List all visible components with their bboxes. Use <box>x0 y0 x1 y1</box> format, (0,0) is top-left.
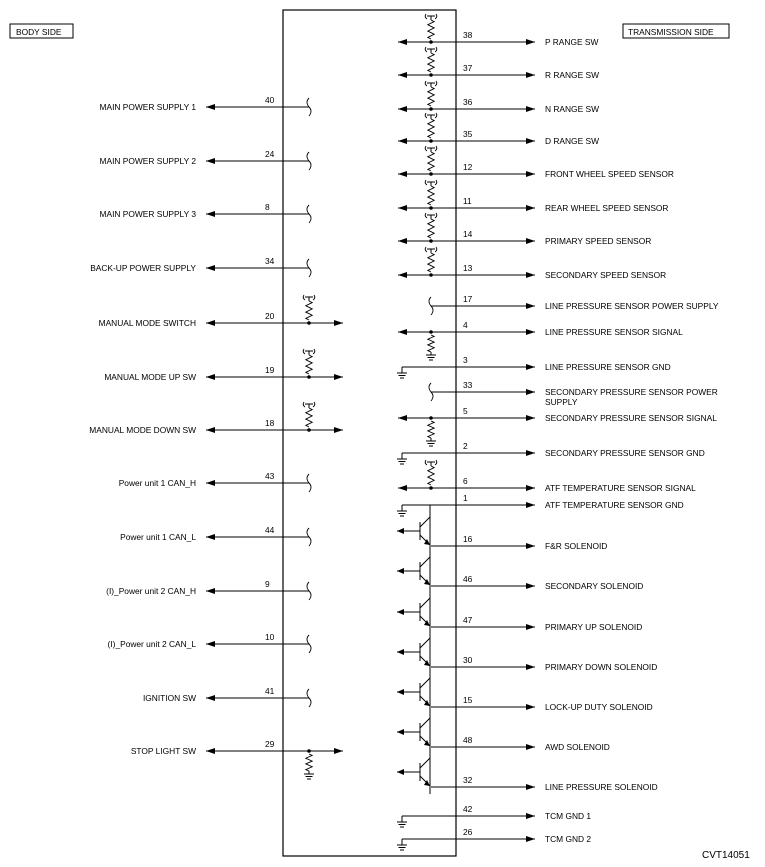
right-signal-2 <box>397 441 705 464</box>
pin-number: 38 <box>463 30 473 40</box>
arrowhead <box>398 138 407 144</box>
right-signal-13 <box>398 247 666 280</box>
resistor <box>428 53 434 72</box>
body-side-label: BODY SIDE <box>16 27 62 37</box>
pin-number: 10 <box>265 632 275 642</box>
left-signal-34 <box>90 256 311 277</box>
resistor <box>428 421 434 438</box>
arrowhead <box>526 664 535 670</box>
junction-dot <box>429 73 433 77</box>
left-signal-40 <box>100 95 312 116</box>
resistor <box>428 186 434 205</box>
resistor <box>306 301 312 320</box>
arrowhead <box>206 480 215 486</box>
arrowhead <box>398 106 407 112</box>
arrowhead <box>397 729 404 735</box>
junction-dot <box>429 172 433 176</box>
arrowhead <box>334 374 343 380</box>
junction-dot <box>307 749 311 753</box>
right-signal-label: PRIMARY UP SOLENOID <box>545 622 643 632</box>
arrowhead <box>397 568 404 574</box>
resistor <box>306 754 312 771</box>
left-signal-29 <box>131 739 343 779</box>
junction-dot <box>429 486 433 490</box>
right-signal-label: LINE PRESSURE SENSOR POWER SUPPLY <box>545 301 719 311</box>
arrowhead <box>526 502 535 508</box>
arrowhead <box>526 744 535 750</box>
left-signal-label: Power unit 1 CAN_L <box>120 532 196 542</box>
pin-number: 13 <box>463 263 473 273</box>
resistor <box>428 466 434 485</box>
pin-number: 37 <box>463 63 473 73</box>
arrowhead <box>526 72 535 78</box>
pin-number: 2 <box>463 441 468 451</box>
left-signal-43 <box>119 471 311 492</box>
right-signal-label: P RANGE SW <box>545 37 599 47</box>
arrowhead <box>397 689 404 695</box>
arrowhead <box>398 272 407 278</box>
left-signal-label: MAIN POWER SUPPLY 2 <box>99 156 196 166</box>
junction-dot <box>307 321 311 325</box>
pin-number: 33 <box>463 380 473 390</box>
pin-number: 40 <box>265 95 275 105</box>
arrowhead <box>206 641 215 647</box>
right-signal-30 <box>397 626 657 674</box>
right-signal-label: SECONDARY PRESSURE SENSOR SIGNAL <box>545 413 717 423</box>
right-signal-5 <box>398 406 717 446</box>
right-signal-16 <box>397 505 607 553</box>
arrowhead <box>526 543 535 549</box>
left-signal-20 <box>99 295 343 328</box>
junction-dot <box>429 107 433 111</box>
figure-id: CVT14051 <box>702 850 750 861</box>
pin-number: 5 <box>463 406 468 416</box>
right-signal-label: PRIMARY SPEED SENSOR <box>545 236 652 246</box>
arrowhead <box>397 609 404 615</box>
pin-number: 15 <box>463 695 473 705</box>
right-signal-label: LOCK-UP DUTY SOLENOID <box>545 702 653 712</box>
pin-number: 34 <box>265 256 275 266</box>
pin-number: 48 <box>463 735 473 745</box>
right-signal-36 <box>398 81 599 114</box>
right-signal-label: SECONDARY PRESSURE SENSOR GND <box>545 448 705 458</box>
pin-number: 46 <box>463 574 473 584</box>
resistor <box>428 119 434 138</box>
right-signal-label: ATF TEMPERATURE SENSOR GND <box>545 500 684 510</box>
right-signal-32 <box>397 746 658 794</box>
arrowhead <box>526 784 535 790</box>
junction-dot <box>429 416 433 420</box>
junction-dot <box>307 428 311 432</box>
arrowhead <box>526 583 535 589</box>
left-signal-label: MAIN POWER SUPPLY 3 <box>99 209 196 219</box>
arrowhead <box>526 171 535 177</box>
arrowhead <box>206 534 215 540</box>
right-signal-35 <box>398 113 599 146</box>
right-signal-4 <box>398 320 683 360</box>
pin-number: 8 <box>265 202 270 212</box>
pin-number: 43 <box>265 471 275 481</box>
arrowhead <box>206 695 215 701</box>
right-signal-3 <box>397 355 671 378</box>
right-signal-label: R RANGE SW <box>545 70 599 80</box>
arrowhead <box>334 427 343 433</box>
arrowhead <box>398 39 407 45</box>
junction-dot <box>429 206 433 210</box>
arrowhead <box>334 320 343 326</box>
junction-dot <box>307 375 311 379</box>
arrowhead <box>398 171 407 177</box>
right-signal-label: LINE PRESSURE SOLENOID <box>545 782 658 792</box>
transmission-side-label: TRANSMISSION SIDE <box>628 27 714 37</box>
arrowhead <box>526 389 535 395</box>
wiring <box>89 14 719 850</box>
arrowhead <box>526 364 535 370</box>
resistor <box>306 408 312 427</box>
arrowhead <box>526 624 535 630</box>
right-signal-label-line2: SUPPLY <box>545 397 578 407</box>
arrowhead <box>526 813 535 819</box>
pin-number: 3 <box>463 355 468 365</box>
right-signal-42 <box>397 804 591 827</box>
right-signal-1 <box>397 493 684 516</box>
resistor <box>306 355 312 374</box>
left-signal-label: MAIN POWER SUPPLY 1 <box>99 102 196 112</box>
arrowhead <box>526 704 535 710</box>
arrowhead <box>206 748 215 754</box>
pin-number: 17 <box>463 294 473 304</box>
arrowhead <box>398 72 407 78</box>
right-signal-26 <box>397 827 591 850</box>
junction-dot <box>429 139 433 143</box>
pin-number: 18 <box>265 418 275 428</box>
junction-dot <box>429 273 433 277</box>
right-signal-17 <box>429 294 719 315</box>
pin-number: 11 <box>463 196 472 206</box>
body-side-tag <box>10 24 73 38</box>
right-signal-label: TCM GND 2 <box>545 834 592 844</box>
left-signal-44 <box>120 525 311 546</box>
arrowhead <box>526 205 535 211</box>
arrowhead <box>526 106 535 112</box>
arrowhead <box>526 485 535 491</box>
right-signal-12 <box>398 146 674 179</box>
right-signal-15 <box>397 666 653 714</box>
left-signal-label: MANUAL MODE UP SW <box>104 372 196 382</box>
right-signal-label: TCM GND 1 <box>545 811 592 821</box>
right-signal-label: SECONDARY SOLENOID <box>545 581 644 591</box>
junction-dot <box>429 330 433 334</box>
right-signal-label: ATF TEMPERATURE SENSOR SIGNAL <box>545 483 696 493</box>
arrowhead <box>398 329 407 335</box>
right-signal-48 <box>397 706 610 754</box>
pin-number: 4 <box>463 320 468 330</box>
right-signal-label: SECONDARY SPEED SENSOR <box>545 270 667 280</box>
left-signal-19 <box>104 349 343 382</box>
arrowhead <box>206 588 215 594</box>
right-signal-37 <box>398 47 599 80</box>
arrowhead <box>398 415 407 421</box>
arrowhead <box>526 450 535 456</box>
arrowhead <box>206 265 215 271</box>
right-signal-label: PRIMARY DOWN SOLENOID <box>545 662 658 672</box>
left-signal-label: (I)_Power unit 2 CAN_L <box>107 639 196 649</box>
pin-number: 42 <box>463 804 473 814</box>
resistor <box>428 87 434 106</box>
pin-number: 41 <box>265 686 275 696</box>
right-signal-46 <box>397 545 643 593</box>
transmission-side-tag <box>623 24 729 38</box>
resistor <box>428 253 434 272</box>
right-signal-14 <box>398 213 651 246</box>
arrowhead <box>526 238 535 244</box>
left-signal-8 <box>100 202 312 223</box>
right-signal-label: REAR WHEEL SPEED SENSOR <box>545 203 669 213</box>
left-signal-24 <box>100 149 312 170</box>
pin-number: 19 <box>265 365 275 375</box>
arrowhead <box>526 303 535 309</box>
right-signal-47 <box>397 586 642 634</box>
pin-number: 24 <box>265 149 275 159</box>
right-signal-label: F&R SOLENOID <box>545 541 608 551</box>
arrowhead <box>334 748 343 754</box>
pin-number: 6 <box>463 476 468 486</box>
pin-number: 1 <box>463 493 468 503</box>
right-signal-label: AWD SOLENOID <box>545 742 610 752</box>
pin-number: 44 <box>265 525 275 535</box>
left-signal-label: Power unit 1 CAN_H <box>118 478 196 488</box>
left-signal-label: STOP LIGHT SW <box>130 746 196 756</box>
left-signal-label: MANUAL MODE SWITCH <box>98 318 196 328</box>
left-signal-9 <box>106 579 311 600</box>
arrowhead <box>526 329 535 335</box>
arrowhead <box>526 272 535 278</box>
right-signal-label: D RANGE SW <box>545 136 599 146</box>
left-signal-41 <box>143 686 311 707</box>
arrowhead <box>398 238 407 244</box>
pin-number: 30 <box>463 655 473 665</box>
pin-number: 9 <box>265 579 270 589</box>
pin-number: 12 <box>463 162 473 172</box>
resistor <box>428 20 434 39</box>
resistor <box>428 219 434 238</box>
right-signal-6 <box>398 460 696 493</box>
pin-number: 20 <box>265 311 275 321</box>
left-signal-18 <box>89 402 343 435</box>
right-signal-label: SECONDARY PRESSURE SENSOR POWER <box>545 387 718 397</box>
right-signal-label: LINE PRESSURE SENSOR GND <box>545 362 671 372</box>
pin-number: 26 <box>463 827 473 837</box>
arrowhead <box>526 415 535 421</box>
pin-number: 36 <box>463 97 473 107</box>
pin-number: 32 <box>463 775 473 785</box>
arrowhead <box>398 205 407 211</box>
left-signal-label: BACK-UP POWER SUPPLY <box>90 263 196 273</box>
arrowhead <box>526 138 535 144</box>
junction-dot <box>429 239 433 243</box>
arrowhead <box>206 104 215 110</box>
right-signal-38 <box>398 14 598 47</box>
left-signal-10 <box>108 632 311 653</box>
arrowhead <box>206 211 215 217</box>
left-signal-label: IGNITION SW <box>142 693 196 703</box>
arrowhead <box>397 649 404 655</box>
arrowhead <box>398 485 407 491</box>
resistor <box>428 152 434 171</box>
pin-number: 29 <box>265 739 275 749</box>
resistor <box>428 335 434 352</box>
arrowhead <box>526 836 535 842</box>
right-signal-33 <box>429 380 718 407</box>
arrowhead <box>526 39 535 45</box>
pin-number: 47 <box>463 615 473 625</box>
arrowhead <box>397 769 404 775</box>
arrowhead <box>206 320 215 326</box>
right-signal-label: LINE PRESSURE SENSOR SIGNAL <box>545 327 683 337</box>
arrowhead <box>206 427 215 433</box>
pin-number: 35 <box>463 129 473 139</box>
arrowhead <box>397 528 404 534</box>
right-signal-label: N RANGE SW <box>545 104 599 114</box>
pin-number: 16 <box>463 534 473 544</box>
arrowhead <box>206 158 215 164</box>
pin-number: 14 <box>463 229 473 239</box>
junction-dot <box>429 40 433 44</box>
right-signal-11 <box>398 180 668 213</box>
arrowhead <box>206 374 215 380</box>
left-signal-label: (I)_Power unit 2 CAN_H <box>106 586 196 596</box>
right-signal-label: FRONT WHEEL SPEED SENSOR <box>545 169 674 179</box>
left-signal-label: MANUAL MODE DOWN SW <box>89 425 196 435</box>
